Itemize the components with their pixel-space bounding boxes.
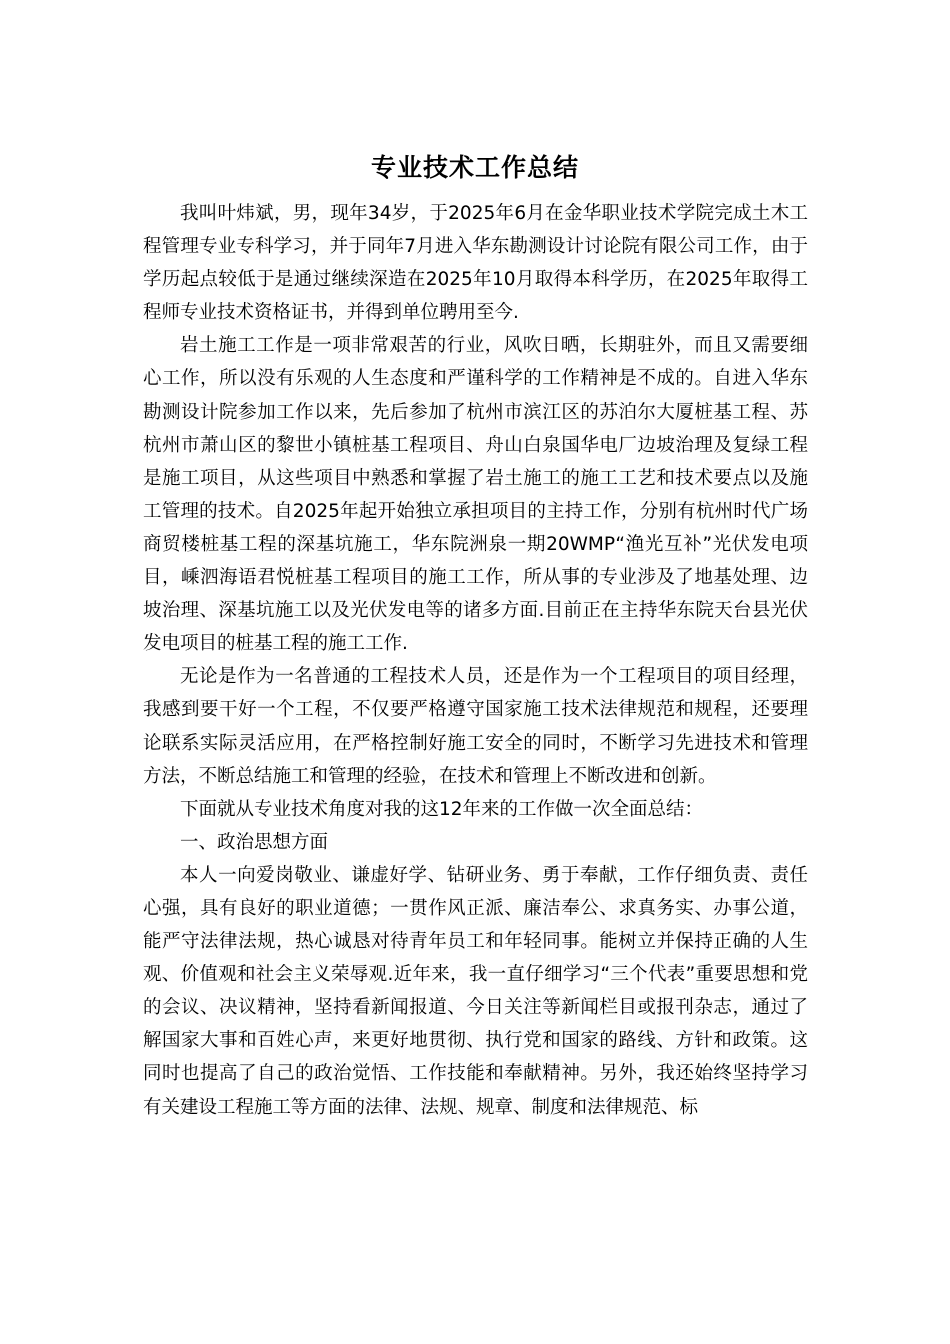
document-body (143, 197, 808, 1124)
section-heading-political: 一、政治思想方面 (180, 831, 329, 853)
paragraph-political-thought: 本人一向爱岗敬业、谦虚好学、钻研业务、勇于奉献，工作仔细负责、责任心强，具有良好的职业道德；一贯作风正派、廉洁奉公、求真务实、办事公道，能严守法律法规，热心诚恳对待青年员工和年轻同事。能树立并保持正确的人生观、价值观和社会主义荣辱观.近年来，我一直仔细学习“三个代表”重要思想和党的会议、决议精神，坚持看新闻报道、今日关注等新闻栏目或报刊杂志，通过了解国家大事和百姓心声，来更好地贯彻、执行党和国家的路线、方针和政策。这同时也提高了自己的政治觉悟、工作技能和奉献精神。另外，我还始终坚持学习有关建设工程施工等方面的法律、法规、规章、制度和法律规范、标 (143, 864, 808, 1118)
paragraph-attitude: 无论是作为一名普通的工程技术人员，还是作为一个工程项目的项目经理，我感到要干好一个工程，不仅要严格遵守国家施工技术法律规范和规程，还要理论联系实际灵活应用，在严格控制好施工安全的同时，不断学习先进技术和管理方法，不断总结施工和管理的经验，在技术和管理上不断改进和创新。 (143, 666, 808, 787)
paragraph-summary-intro: 下面就从专业技术角度对我的这12年来的工作做一次全面总结： (180, 798, 704, 820)
paragraph-introduction: 我叫叶炜斌，男，现年34岁，于2025年6月在金华职业技术学院完成土木工程管理专业专科学习，并于同年7月进入华东勘测设计讨论院有限公司工作，由于学历起点较低于是通过继续深造在2025年10月取得本科学历，在2025年取得工程师专业技术资格证书，并得到单位聘用至今. (143, 203, 808, 324)
document-title: 专业技术工作总结 (370, 153, 579, 182)
paragraph-work-experience: 岩土施工工作是一项非常艰苦的行业，风吹日晒，长期驻外，而且又需要细心工作，所以没有乐观的人生态度和严谨科学的工作精神是不成的。自进入华东勘测设计院参加工作以来，先后参加了杭州市滨江区的苏泊尔大厦桩基工程、苏杭州市萧山区的黎世小镇桩基工程项目、舟山白泉国华电厂边坡治理及复绿工程是施工项目，从这些项目中熟悉和掌握了岩土施工的施工工艺和技术要点以及施工管理的技术。自2025年起开始独立承担项目的主持工作，分别有杭州时代广场商贸楼桩基工程的深基坑施工，华东院洲泉一期20WMP“渔光互补”光伏发电项目，嵊泗海语君悦桩基工程项目的施工工作，所从事的专业涉及了地基处理、边坡治理、深基坑施工以及光伏发电等的诸多方面.目前正在主持华东院天台县光伏发电项目的桩基工程的施工工作. (143, 335, 808, 655)
